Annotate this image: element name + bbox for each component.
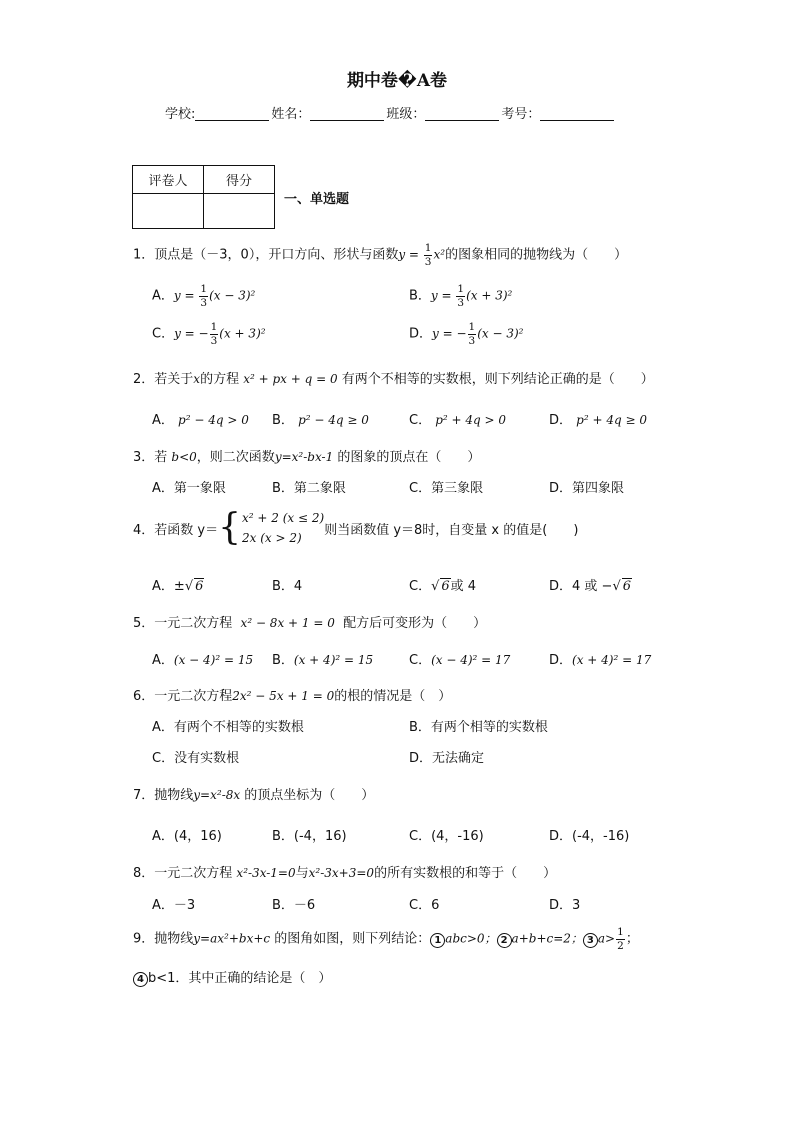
- q4-option-c[interactable]: C．√ 6或 4: [409, 579, 477, 594]
- piecewise-function: { x² + 2 (x ≤ 2) 2x (x > 2): [218, 507, 325, 548]
- q5-option-c[interactable]: C．(x − 4)² = 17: [409, 653, 511, 668]
- circled-number-2: 2: [497, 933, 512, 948]
- exam-title: 期中卷�A卷: [346, 71, 448, 91]
- q7-option-c[interactable]: C．(4，-16): [409, 829, 484, 844]
- circled-number-1: 1: [430, 933, 445, 948]
- school-blank[interactable]: [195, 106, 269, 121]
- q4-option-d[interactable]: D．4 或 −√ 6: [549, 579, 632, 594]
- circled-number-4: 4: [133, 972, 148, 987]
- question-6-stem: 6．一元二次方程2x² − 5x + 1 = 0的根的情况是（ ）: [133, 689, 452, 704]
- name-blank[interactable]: [310, 106, 384, 121]
- q8-option-c[interactable]: C．6: [409, 898, 440, 913]
- q5-option-d[interactable]: D．(x + 4)² = 17: [549, 653, 652, 668]
- q2-option-c[interactable]: C． p² + 4q > 0: [409, 413, 507, 428]
- q3-option-d[interactable]: D．第四象限: [549, 481, 625, 496]
- section-title: 一、单选题: [284, 192, 350, 207]
- q3-option-b[interactable]: B．第二象限: [272, 481, 346, 496]
- q2-option-d[interactable]: D． p² + 4q ≥ 0: [549, 413, 647, 428]
- question-1-stem: 1．顶点是（－3，0），开口方向、形状与函数y = $\frac{1}{3}$ x²的图象相同的抛物线为（ ）: [133, 242, 628, 268]
- q1-option-b[interactable]: B．y = $\frac{1}{3}$ (x + 3)²: [409, 283, 513, 309]
- class-blank[interactable]: [425, 106, 499, 121]
- q7-option-b[interactable]: B．(-4，16): [272, 829, 347, 844]
- score-header: 得分: [204, 166, 275, 194]
- score-cell[interactable]: [204, 194, 275, 229]
- q8-option-d[interactable]: D．3: [549, 898, 581, 913]
- q1-option-a[interactable]: A．y = $\frac{1}{3}$ (x − 3)²: [152, 283, 256, 309]
- question-5-stem: 5．一元二次方程 x² − 8x + 1 = 0 配方后可变形为（ ）: [133, 616, 487, 631]
- q6-option-a[interactable]: A．有两个不相等的实数根: [152, 720, 304, 735]
- q1-option-d[interactable]: D．y = − $\frac{1}{3}$ (x − 3)²: [409, 321, 524, 347]
- question-9-stem-line1: 9．抛物线y=ax²+bx+c 的图角如图，则下列结论： 1 abc>0； 2 a+b+c=2； 3 a> $\frac{1}{2}$ ；: [133, 926, 639, 952]
- q2-option-a[interactable]: A． p² − 4q > 0: [152, 413, 249, 428]
- q2-option-b[interactable]: B． p² − 4q ≥ 0: [272, 413, 369, 428]
- school-label: 学校:: [165, 107, 196, 122]
- q4-option-a[interactable]: A．±√ 6: [152, 579, 204, 594]
- q6-option-d[interactable]: D．无法确定: [409, 751, 485, 766]
- q8-option-a[interactable]: A．－3: [152, 898, 196, 913]
- student-info-line: [165, 103, 616, 122]
- grader-header: 评卷人: [133, 166, 204, 194]
- question-7-stem: 7．抛物线y=x²-8x 的顶点坐标为（ ）: [133, 788, 375, 803]
- q7-option-d[interactable]: D．(-4，-16): [549, 829, 630, 844]
- q6-option-b[interactable]: B．有两个相等的实数根: [409, 720, 548, 735]
- q5-option-a[interactable]: A．(x − 4)² = 15: [152, 653, 254, 668]
- q3-option-c[interactable]: C．第三象限: [409, 481, 484, 496]
- exam-number-blank[interactable]: [540, 106, 614, 121]
- grader-cell[interactable]: [133, 194, 204, 229]
- q1-option-c[interactable]: C．y = − $\frac{1}{3}$ (x + 3)²: [152, 321, 266, 347]
- q4-option-b[interactable]: B．4: [272, 579, 303, 594]
- exam-number-label: 考号：: [501, 107, 541, 122]
- circled-number-3: 3: [583, 933, 598, 948]
- question-9-stem-line2: 4 b<1．其中正确的结论是（ ）: [133, 967, 331, 987]
- name-label: 姓名：: [271, 107, 311, 122]
- q6-option-c[interactable]: C．没有实数根: [152, 751, 240, 766]
- q3-option-a[interactable]: A．第一象限: [152, 481, 226, 496]
- q5-option-b[interactable]: B．(x + 4)² = 15: [272, 653, 374, 668]
- question-2-stem: 2．若关于x的方程 x² + px + q = 0 有两个不相等的实数根，则下列结论正确的是（ ）: [133, 372, 654, 387]
- grader-table: [132, 165, 275, 229]
- question-8-stem: 8．一元二次方程 x²-3x-1=0与x²-3x+3=0的所有实数根的和等于（ ）: [133, 866, 557, 881]
- question-3-stem: 3．若 b<0，则二次函数y=x²-bx-1 的图象的顶点在（ ）: [133, 450, 481, 465]
- q7-option-a[interactable]: A．(4，16): [152, 829, 222, 844]
- class-label: 班级：: [386, 107, 426, 122]
- question-4-stem: 4．若函数 y＝ { x² + 2 (x ≤ 2) 2x (x > 2) 则当函数值 y＝8时，自变量 x 的值是( ): [133, 507, 579, 548]
- q8-option-b[interactable]: B．－6: [272, 898, 316, 913]
